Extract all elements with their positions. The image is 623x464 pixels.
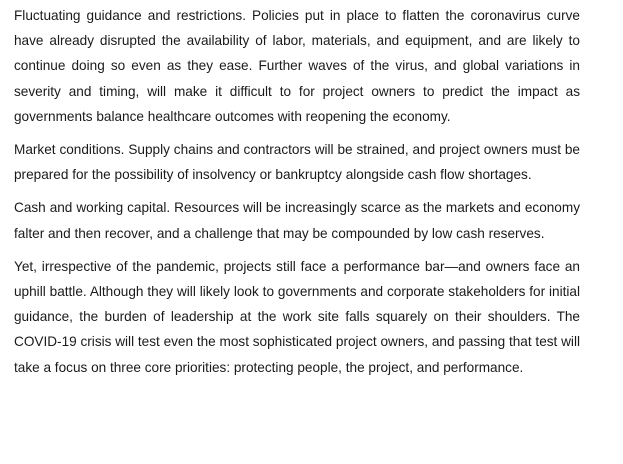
paragraph-performance-bar: Yet, irrespective of the pandemic, projects still face a performance bar—and owners face an uphill battle. Although they will likely look to governments and corporate stakeholders for initial guidance, the burden of leadership at the work site falls squarely on their shoulders. The COVID-19 crisis will test even the most sophisticated project owners, and passing that test will take a focus on three core priorities: protecting people, the project, and performance. [14,258,580,375]
paragraph-cash-working-capital: Cash and working capital. Resources will be increasingly scarce as the markets and economy falter and then recover, and a challenge that may be compounded by low cash reserves. [14,200,580,241]
paragraph-guidance-restrictions: Fluctuating guidance and restrictions. Policies put in place to flatten the coronavirus curve have already disrupted the availability of labor, materials, and equipment, and are likely to continue doing so even as they ease. Further waves of the virus, and global variations in severity and timing, will make it difficult to for project owners to predict the impact as governments balance healthcare outcomes with reopening the economy. [14,8,580,124]
document-body [14,3,580,380]
paragraph-market-conditions: Market conditions. Supply chains and contractors will be strained, and project owners must be prepared for the possibility of insolvency or bankruptcy alongside cash flow shortages. [14,142,580,183]
